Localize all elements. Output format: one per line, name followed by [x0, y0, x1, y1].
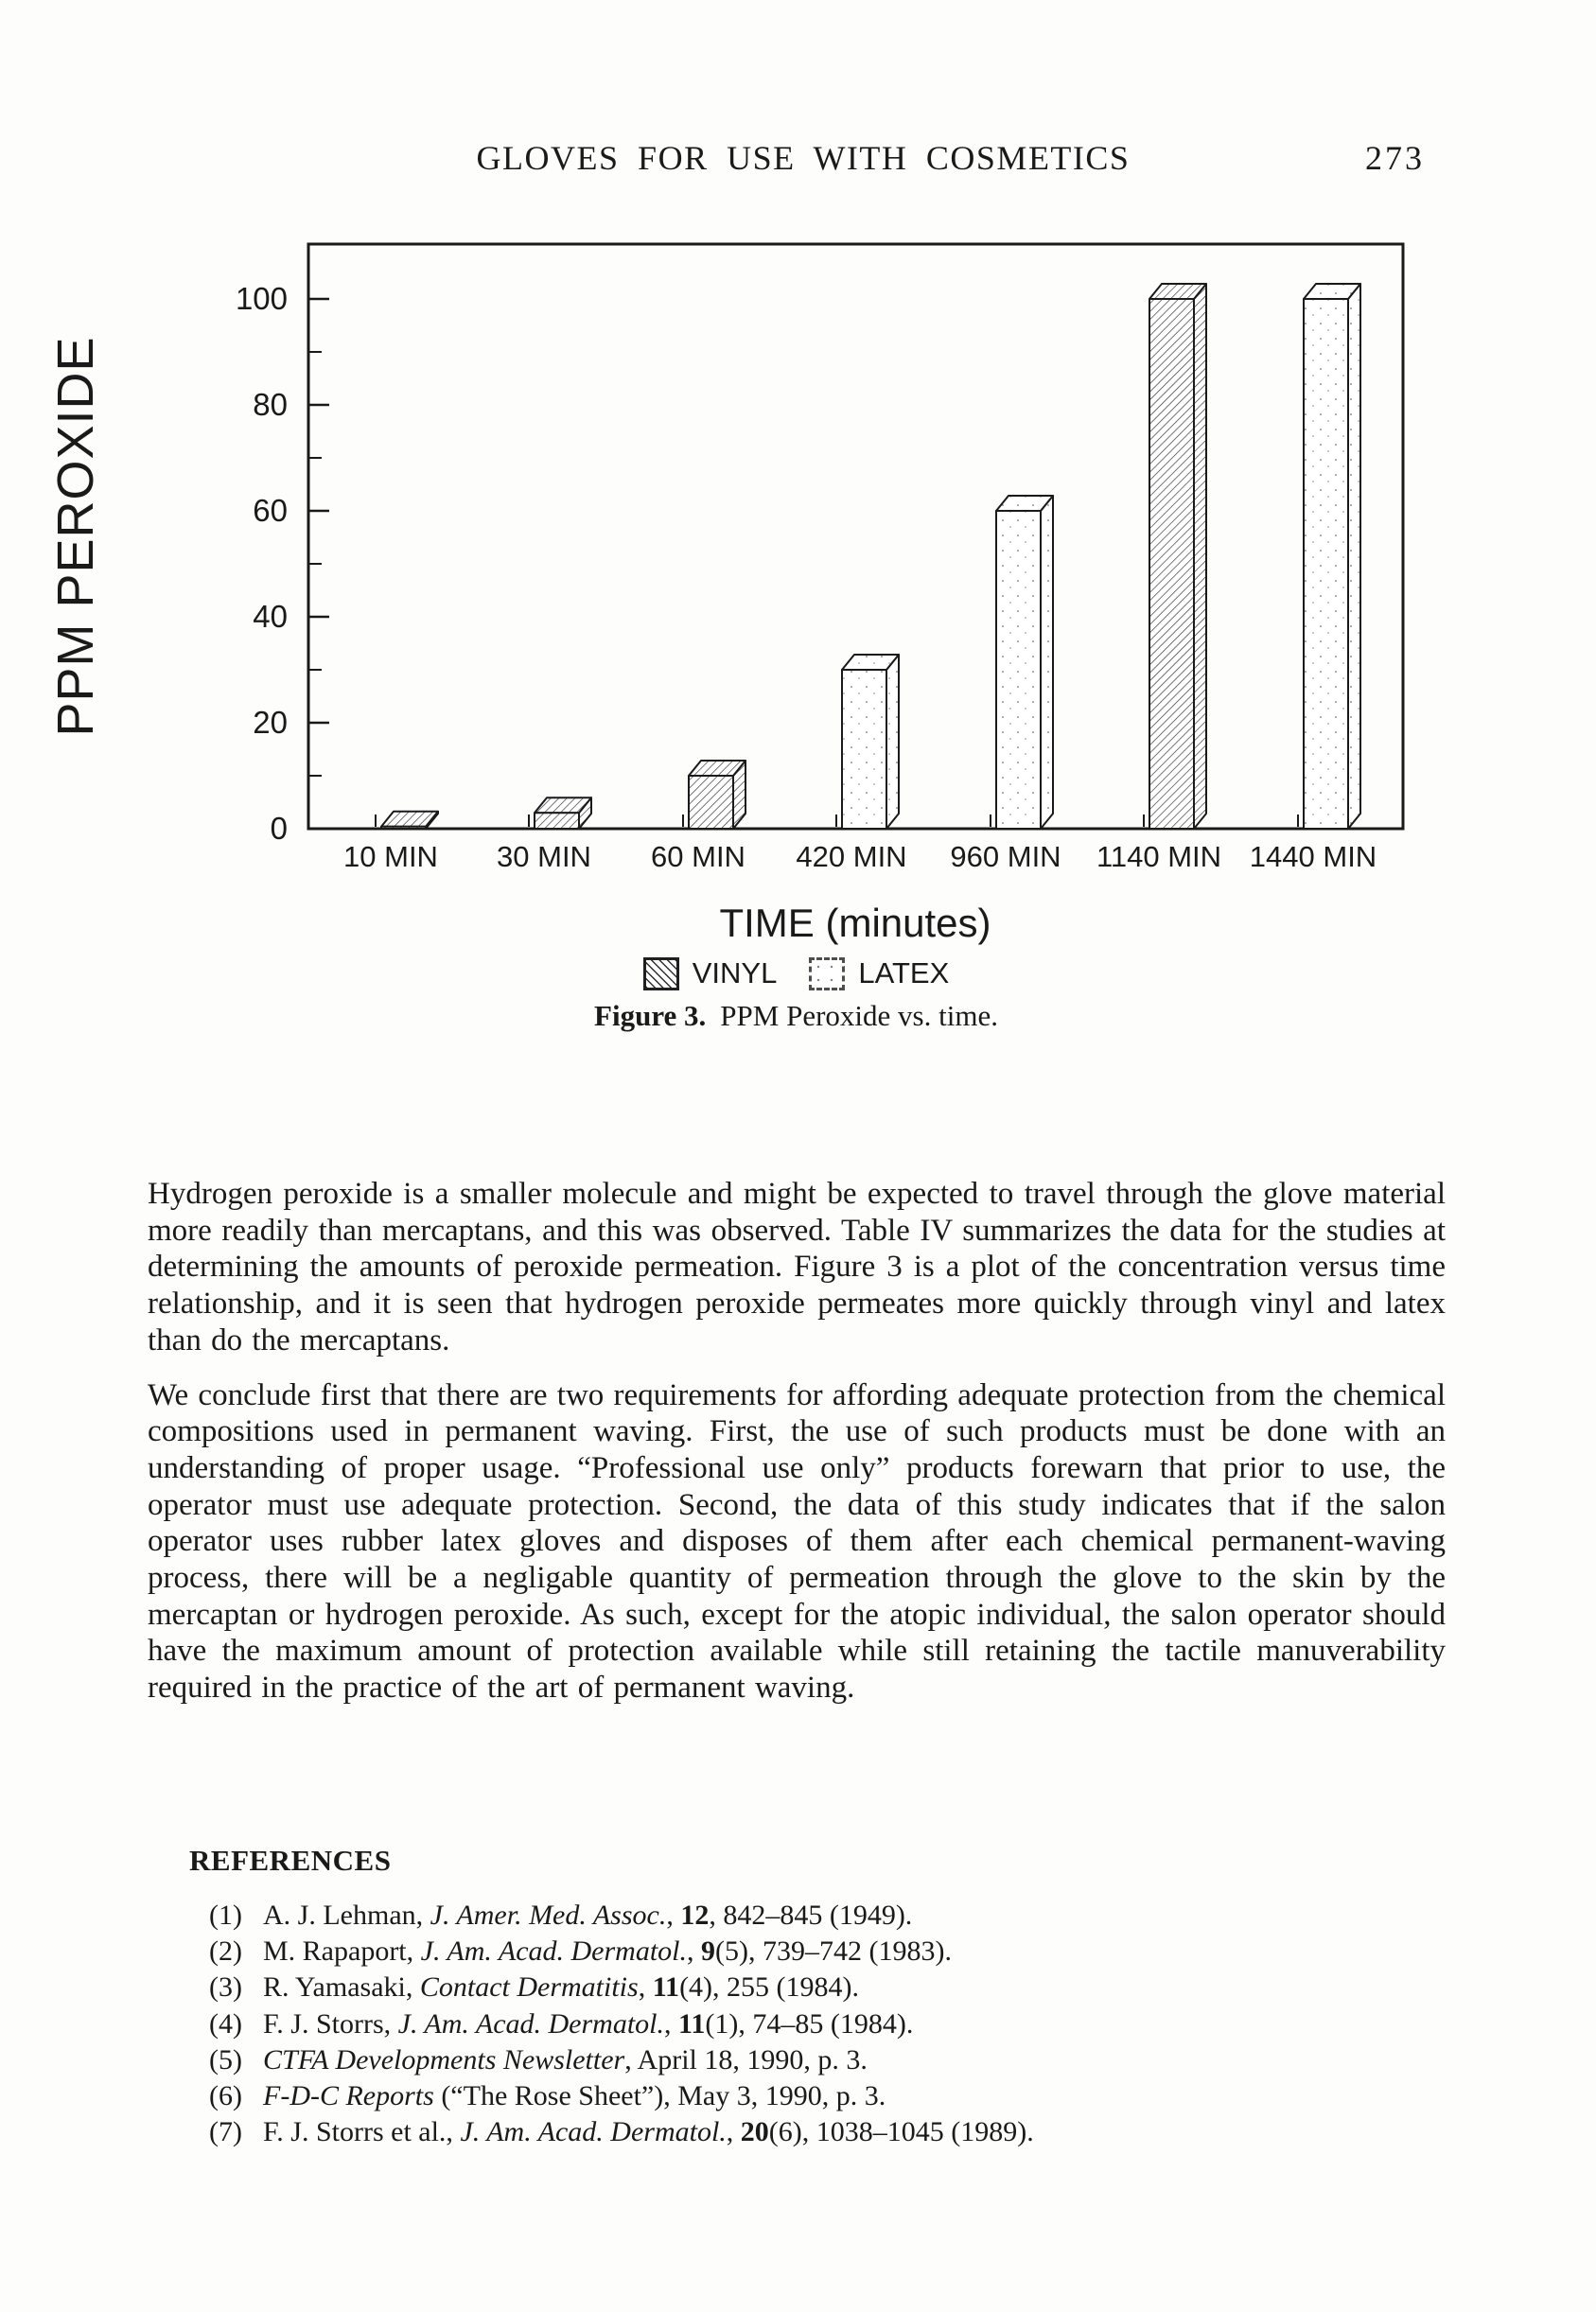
bar-vinyl-30min — [535, 813, 579, 829]
reference-journal: F-D-C Reports — [263, 2080, 434, 2112]
x-axis-tick-label: 10 MIN — [343, 840, 438, 873]
x-axis-tick-label: 30 MIN — [497, 840, 591, 873]
y-axis-tick-label: 60 — [253, 493, 288, 528]
legend-label-vinyl: VINYL — [692, 956, 778, 990]
reference-item — [209, 1898, 1477, 1934]
reference-text: , — [726, 2116, 741, 2148]
reference-text: F. J. Storrs, — [263, 2007, 398, 2040]
reference-text: , 842–845 (1949). — [709, 1900, 913, 1931]
reference-text: , April 18, 1990, p. 3. — [624, 2043, 868, 2076]
x-axis-tick-label: 1140 MIN — [1096, 840, 1222, 873]
reference-text: 11 — [678, 2007, 706, 2040]
legend-label-latex: LATEX — [858, 956, 950, 990]
reference-text: (“The Rose Sheet”), May 3, 1990, p. 3. — [433, 2080, 886, 2112]
reference-text: M. Rapaport, — [263, 1935, 421, 1968]
reference-text: 12 — [680, 1900, 710, 1931]
paragraph-2: We conclude first that there are two requirements for affording adequate protection from the chemical compositions used in permanent waving. First, the use of such products must be done with an understanding of proper usage. “Professional use only” products forewarn that prior to use, the operator must use adequate protection. Second, the data of this study indicates that if the salon operator uses rubber latex gloves and disposes of them after each chemical permanent-waving process, there will be a negligable quantity of permeation through the glove to the skin by the mercaptan or hydrogen peroxide. As such, except for the atopic individual, the salon operator should have the maximum amount of protection available while still retaining the tactile manuverability required in the practice of the art of permanent waving. — [148, 1377, 1446, 1706]
bar-chart — [0, 0, 1596, 955]
legend-swatch-vinyl-hatch — [643, 957, 679, 990]
y-axis-tick-label: 0 — [270, 811, 288, 846]
running-head-title: GLOVES FOR USE WITH COSMETICS — [476, 139, 1131, 177]
figure-caption-text: PPM Peroxide vs. time. — [720, 999, 998, 1032]
reference-text: , — [664, 2007, 678, 2040]
bar-vinyl-60min — [689, 776, 733, 829]
reference-text: (1), 74–85 (1984). — [705, 2007, 914, 2040]
reference-text: (1) — [209, 1900, 242, 1931]
body-text — [148, 1176, 1446, 1707]
reference-text: F. J. Storrs et al., — [263, 2116, 461, 2148]
reference-journal: J. Am. Acad. Dermatol. — [420, 1935, 687, 1968]
chart-legend — [147, 956, 1446, 990]
figure-caption — [147, 999, 1446, 1033]
reference-text: (5), 739–742 (1983). — [715, 1935, 952, 1968]
reference-text: (7) — [209, 2116, 242, 2148]
reference-text: 9 — [701, 1935, 715, 1968]
reference-item — [209, 1970, 1477, 2005]
reference-text: (2) — [209, 1935, 242, 1968]
page-number: 273 — [1365, 139, 1425, 177]
bar-latex-960min — [996, 511, 1041, 829]
bar-vinyl-1140min — [1149, 299, 1194, 829]
reference-text: (6) — [209, 2080, 242, 2112]
references-heading: REFERENCES — [189, 1844, 392, 1877]
x-axis-tick-label: 60 MIN — [651, 840, 745, 873]
y-axis-title: PPM PEROXIDE — [47, 336, 104, 737]
reference-text: (4), 255 (1984). — [679, 1971, 860, 2004]
reference-text: (6), 1038–1045 (1989). — [768, 2116, 1034, 2148]
references-list — [209, 1898, 1477, 2150]
bar-side-face-latex-960min — [1041, 496, 1053, 829]
reference-text: (5) — [209, 2043, 242, 2076]
reference-journal: J. Am. Acad. Dermatol. — [397, 2007, 664, 2040]
paragraph-1: Hydrogen peroxide is a smaller molecule and might be expected to travel through the glove material more readily than mercaptans, and this was observed. Table IV summarizes the data for the studies at determining the amounts of peroxide permeation. Figure 3 is a plot of the concentration versus time relationship, and it is seen that hydrogen peroxide permeates more quickly through vinyl and latex than do the mercaptans. — [148, 1177, 1446, 1357]
reference-item — [209, 2006, 1477, 2042]
bar-side-face-latex-1440min — [1348, 284, 1360, 829]
reference-text: (4) — [209, 2007, 242, 2040]
reference-text: A. J. Lehman, — [263, 1900, 430, 1931]
bar-latex-1440min — [1304, 299, 1348, 829]
figure-caption-label: Figure 3. — [594, 999, 707, 1032]
bar-side-face-vinyl-1140min — [1194, 284, 1206, 829]
y-axis-tick-label: 80 — [253, 387, 288, 422]
bar-vinyl-10min — [381, 827, 426, 829]
reference-item — [209, 2078, 1477, 2114]
reference-item — [209, 2042, 1477, 2078]
reference-text: 11 — [652, 1971, 680, 2004]
reference-text: , — [666, 1900, 681, 1931]
x-axis-tick-label: 960 MIN — [950, 840, 1061, 873]
y-axis-tick-label: 40 — [253, 599, 288, 634]
reference-text: (3) — [209, 1971, 242, 2004]
reference-journal: CTFA Developments Newsletter — [263, 2043, 625, 2076]
reference-journal: Contact Dermatitis — [419, 1971, 639, 2004]
bar-latex-420min — [842, 670, 886, 829]
reference-item — [209, 1934, 1477, 1970]
reference-text: 20 — [740, 2116, 769, 2148]
legend-swatch-latex-dotted — [809, 957, 845, 990]
x-axis-tick-label: 1440 MIN — [1249, 840, 1377, 873]
reference-journal: J. Amer. Med. Assoc. — [430, 1900, 667, 1931]
reference-item — [209, 2114, 1477, 2150]
reference-text: , — [687, 1935, 701, 1968]
reference-journal: J. Am. Acad. Dermatol. — [460, 2116, 727, 2148]
y-axis-tick-label: 100 — [235, 281, 288, 316]
reference-text: R. Yamasaki, — [263, 1971, 420, 2004]
y-axis-tick-label: 20 — [253, 705, 288, 740]
x-axis-title: TIME (minutes) — [719, 901, 991, 945]
x-axis-tick-label: 420 MIN — [796, 840, 907, 873]
bar-side-face-latex-420min — [886, 655, 899, 829]
reference-text: , — [638, 1971, 653, 2004]
